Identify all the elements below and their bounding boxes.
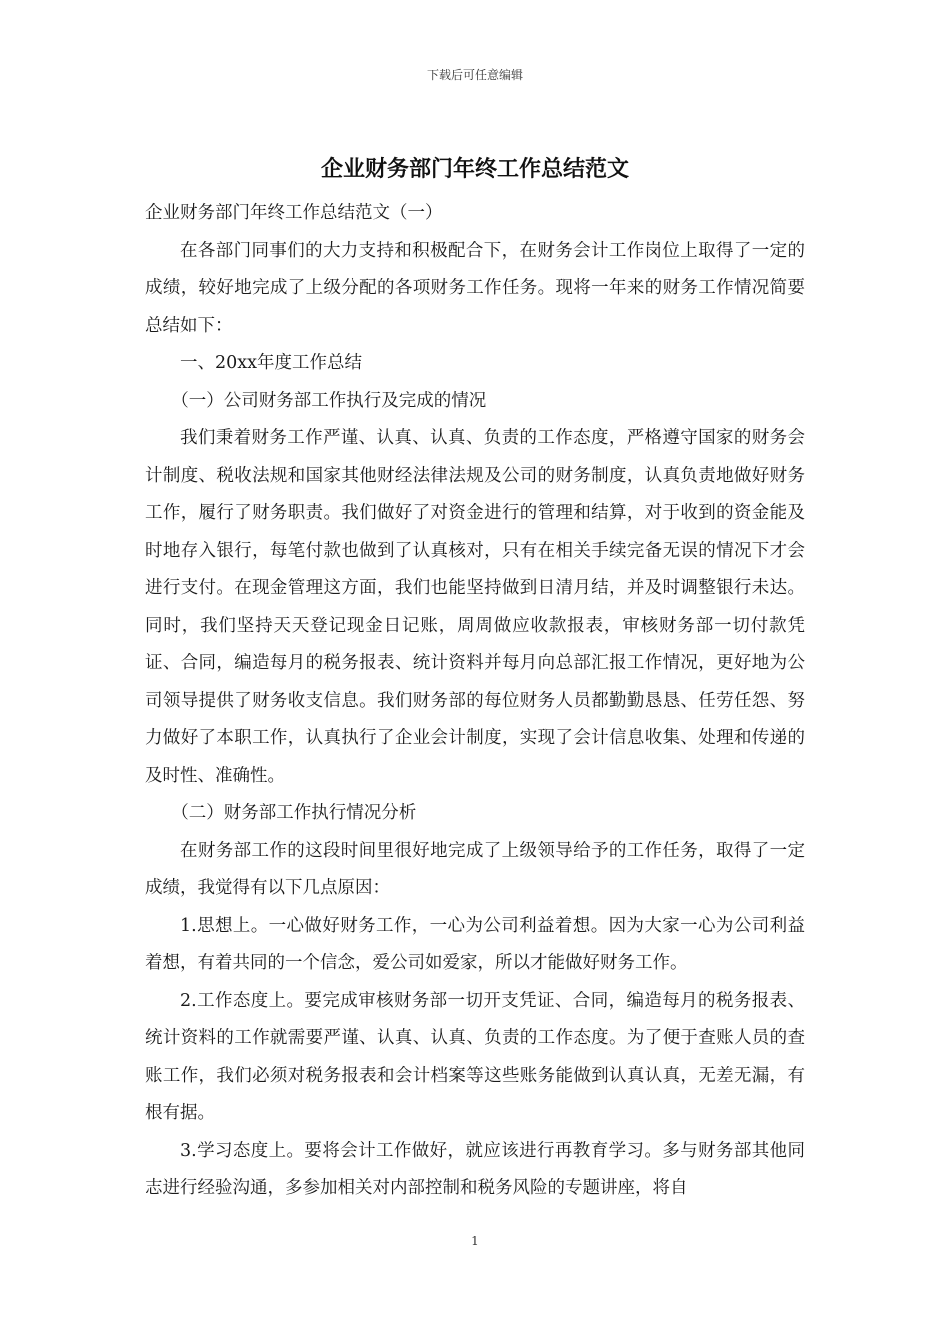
header-note: 下载后可任意编辑 [426, 68, 523, 82]
document-body [145, 195, 805, 1208]
section-heading-1: 一、20xx年度工作总结 [180, 353, 363, 373]
section-subtitle: 企业财务部门年终工作总结范文（一） [145, 203, 443, 223]
paragraph-point-2: 2.工作态度上。要完成审核财务部一切开支凭证、合同，编造每月的税务报表、统计资料的工作就需要严谨、认真、认真、负责的工作态度。为了便于查账人员的查账工作，我们必须对税务报表和会计档案等这些账务能做到认真认真，无差无漏，有根有据。 [145, 990, 805, 1123]
paragraph-execution: 我们秉着财务工作严谨、认真、认真、负责的工作态度，严格遵守国家的财务会计制度、税收法规和国家其他财经法律法规及公司的财务制度，认真负责地做好财务工作，履行了财务职责。我们做好了对资金进行的管理和结算，对于收到的资金能及时地存入银行，每笔付款也做到了认真核对，只有在相关手续完备无误的情况下才会进行支付。在现金管理这方面，我们也能坚持做到日清月结，并及时调整银行未达。同时，我们坚持天天登记现金日记账，周周做应收款报表，审核财务部一切付款凭证、合同，编造每月的税务报表、统计资料并每月向总部汇报工作情况，更好地为公司领导提供了财务收支信息。我们财务部的每位财务人员都勤勤恳恳、任劳任怨、努力做好了本职工作，认真执行了企业会计制度，实现了会计信息收集、处理和传递的及时性、准确性。 [145, 428, 805, 786]
page-number: 1 [471, 1234, 479, 1248]
paragraph-point-1: 1.思想上。一心做好财务工作，一心为公司利益着想。因为大家一心为公司利益着想，有着共同的一个信念，爱公司如爱家，所以才能做好财务工作。 [145, 915, 805, 973]
paragraph-analysis: 在财务部工作的这段时间里很好地完成了上级领导给予的工作任务，取得了一定成绩，我觉得有以下几点原因： [145, 840, 805, 898]
paragraph-intro: 在各部门同事们的大力支持和积极配合下，在财务会计工作岗位上取得了一定的成绩，较好地完成了上级分配的各项财务工作任务。现将一年来的财务工作情况简要总结如下： [145, 240, 805, 336]
subsection-heading-2: （二）财务部工作执行情况分析 [171, 803, 417, 823]
document-title: 企业财务部门年终工作总结范文 [320, 156, 629, 182]
paragraph-point-3: 3.学习态度上。要将会计工作做好，就应该进行再教育学习。多与财务部其他同志进行经验沟通，多参加相关对内部控制和税务风险的专题讲座，将自 [145, 1140, 805, 1198]
subsection-heading-1: （一）公司财务部工作执行及完成的情况 [171, 390, 487, 411]
